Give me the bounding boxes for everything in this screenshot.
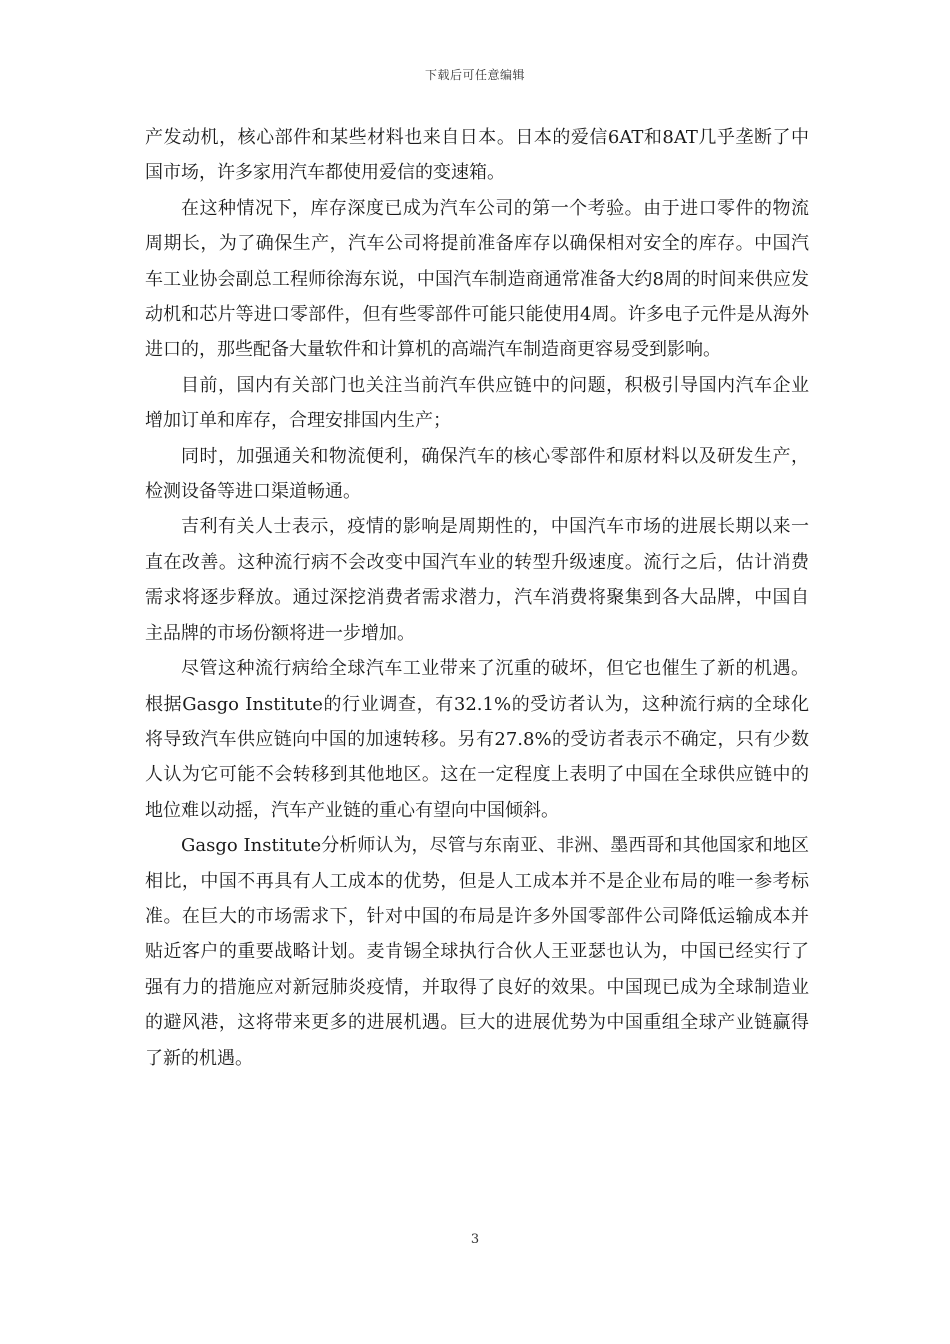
document-body — [145, 120, 809, 1076]
paragraph-new-opportunities: 尽管这种流行病给全球汽车工业带来了沉重的破坏，但它也催生了新的机遇。根据Gasgo Institute的行业调查，有32.1%的受访者认为，这种流行病的全球化将导致汽车供应链向中国的加速转移。另有27.8%的受访者表示不确定，只有少数人认为它可能不会转移到其他地区。这在一定程度上表明了中国在全球供应链中的地位难以动摇，汽车产业链的重心有望向中国倾斜。 — [145, 658, 809, 821]
paragraph-analyst-view: Gasgo Institute分析师认为，尽管与东南亚、非洲、墨西哥和其他国家和地区相比，中国不再具有人工成本的优势，但是人工成本并不是企业布局的唯一参考标准。在巨大的市场需求下，针对中国的布局是许多外国零部件公司降低运输成本并贴近客户的重要战略计划。麦肯锡全球执行合伙人王亚瑟也认为，中国已经实行了强有力的措施应对新冠肺炎疫情，并取得了良好的效果。中国现已成为全球制造业的避风港，这将带来更多的进展机遇。巨大的进展优势为中国重组全球产业链赢得了新的机遇。 — [145, 835, 809, 1069]
page-header-note: 下载后可任意编辑 — [424, 68, 525, 82]
paragraph-continuation: 产发动机，核心部件和某些材料也来自日本。日本的爱信6AT和8AT几乎垄断了中国市场，许多家用汽车都使用爱信的变速箱。 — [145, 127, 809, 184]
paragraph-domestic-departments: 目前，国内有关部门也关注当前汽车供应链中的问题，积极引导国内汽车企业增加订单和库存，合理安排国内生产； — [145, 374, 809, 432]
paragraph-customs-logistics: 同时，加强通关和物流便利，确保汽车的核心零部件和原材料以及研发生产，检测设备等进口渠道畅通。 — [145, 445, 809, 503]
paragraph-inventory-depth: 在这种情况下，库存深度已成为汽车公司的第一个考验。由于进口零件的物流周期长，为了确保生产，汽车公司将提前准备库存以确保相对安全的库存。中国汽车工业协会副总工程师徐海东说，中国汽车制造商通常准备大约8周的时间来供应发动机和芯片等进口零部件，但有些零部件可能只能使用4周。许多电子元件是从海外进口的，那些配备大量软件和计算机的高端汽车制造商更容易受到影响。 — [145, 197, 809, 361]
paragraph-geely-statement: 吉利有关人士表示，疫情的影响是周期性的，中国汽车市场的进展长期以来一直在改善。这种流行病不会改变中国汽车业的转型升级速度。流行之后，估计消费需求将逐步释放。通过深挖消费者需求潜力，汽车消费将聚集到各大品牌，中国自主品牌的市场份额将进一步增加。 — [145, 516, 809, 644]
page-number: 3 — [470, 1232, 480, 1247]
